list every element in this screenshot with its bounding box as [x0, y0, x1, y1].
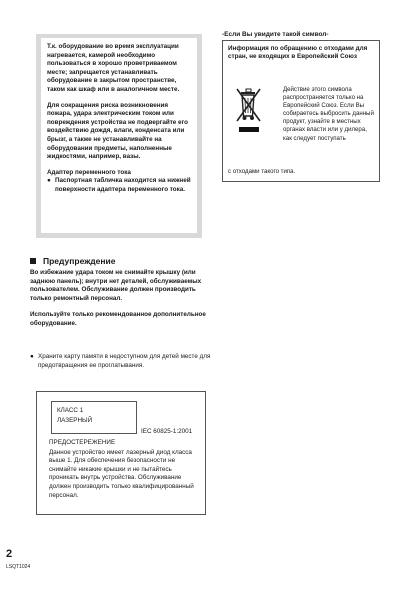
adapter-bullet — [47, 177, 191, 194]
memory-card-bullet — [30, 353, 212, 370]
square-bullet-icon — [30, 258, 36, 264]
laser-caution-text: Данное устройство имеет лазерный диод класса выше 1. Для обеспечения безопасности не снимайте никакие крышки и не пытайтесь проникать внутрь устройства. Обслуживание должен производить только квалифицированный персонал. — [49, 448, 194, 499]
crossed-out-wheelie-bin-icon — [235, 86, 263, 142]
laser-class-line2: ЛАЗЕРНЫЙ — [57, 416, 93, 424]
laser-box — [36, 391, 206, 515]
adapter-bullet-text: Паспортная табличка находится на нижней поверхности адаптера переменного тока. — [55, 177, 191, 193]
weee-box — [222, 40, 380, 182]
weee-text: Действие этого символа распространяется только на Европейский Союз. Если Вы собираетесь выбросить данный продукт, узнайте в местных органах власти или у дилера, как следует поступать — [283, 86, 374, 142]
weee-heading: -Если Вы увидите такой символ- — [222, 31, 329, 38]
weee-title: Информация по обращению с отходами для стран, не входящих в Европейский Союз — [228, 45, 368, 61]
caution-box — [36, 34, 202, 238]
model-number: LSQT1024 — [6, 564, 31, 570]
caution-content — [41, 38, 197, 233]
ventilation-paragraph: Т.к. оборудование во время эксплуатации нагревается, камерой необходимо пользоваться в хорошо проветриваемом месте; запрещается устанавливать оборудование в закрытом пространстве, таком как шкаф или в аналогичном месте. — [47, 43, 180, 93]
laser-class-label — [51, 401, 137, 434]
warning-body — [30, 269, 212, 337]
page-number: 2 — [6, 548, 13, 560]
memory-card-text: Храните карту памяти в недоступном для детей месте для предотвращения ее проглатывания. — [38, 353, 211, 369]
fire-risk-paragraph: Для сокращения риска возникновения пожара, удара электрическим током или повреждения устройства не подвергайте его воздействию дождя, влаги, конденсата или брызг, а также не устанавливайте на оборудовании предметы, наполненные жидкостями, например, вазы. — [47, 101, 188, 161]
shock-warning-paragraph: Во избежание удара током не снимайте крышку (или заднюю панель); внутри нет деталей, обслуживаемых пользователем. Обслуживание должен производить только ремонтный персонал. — [30, 269, 202, 302]
iec-standard: IEC 60825-1:2001 — [141, 428, 193, 435]
accessories-paragraph: Используйте только рекомендованное дополнительное оборудование. — [30, 311, 206, 327]
adapter-title: Адаптер переменного тока — [47, 168, 131, 176]
laser-caution-heading: ПРЕДОСТЕРЕЖЕНИЕ — [49, 439, 116, 446]
warning-heading-text: Предупреждение — [43, 256, 116, 266]
warning-heading — [30, 256, 115, 266]
bullet-icon: ● — [47, 177, 51, 185]
laser-caution — [49, 439, 201, 500]
weee-tail: с отходами такого типа. — [228, 168, 296, 175]
laser-class-line1: КЛАСС 1 — [57, 407, 84, 414]
bullet-icon: ● — [30, 353, 34, 360]
